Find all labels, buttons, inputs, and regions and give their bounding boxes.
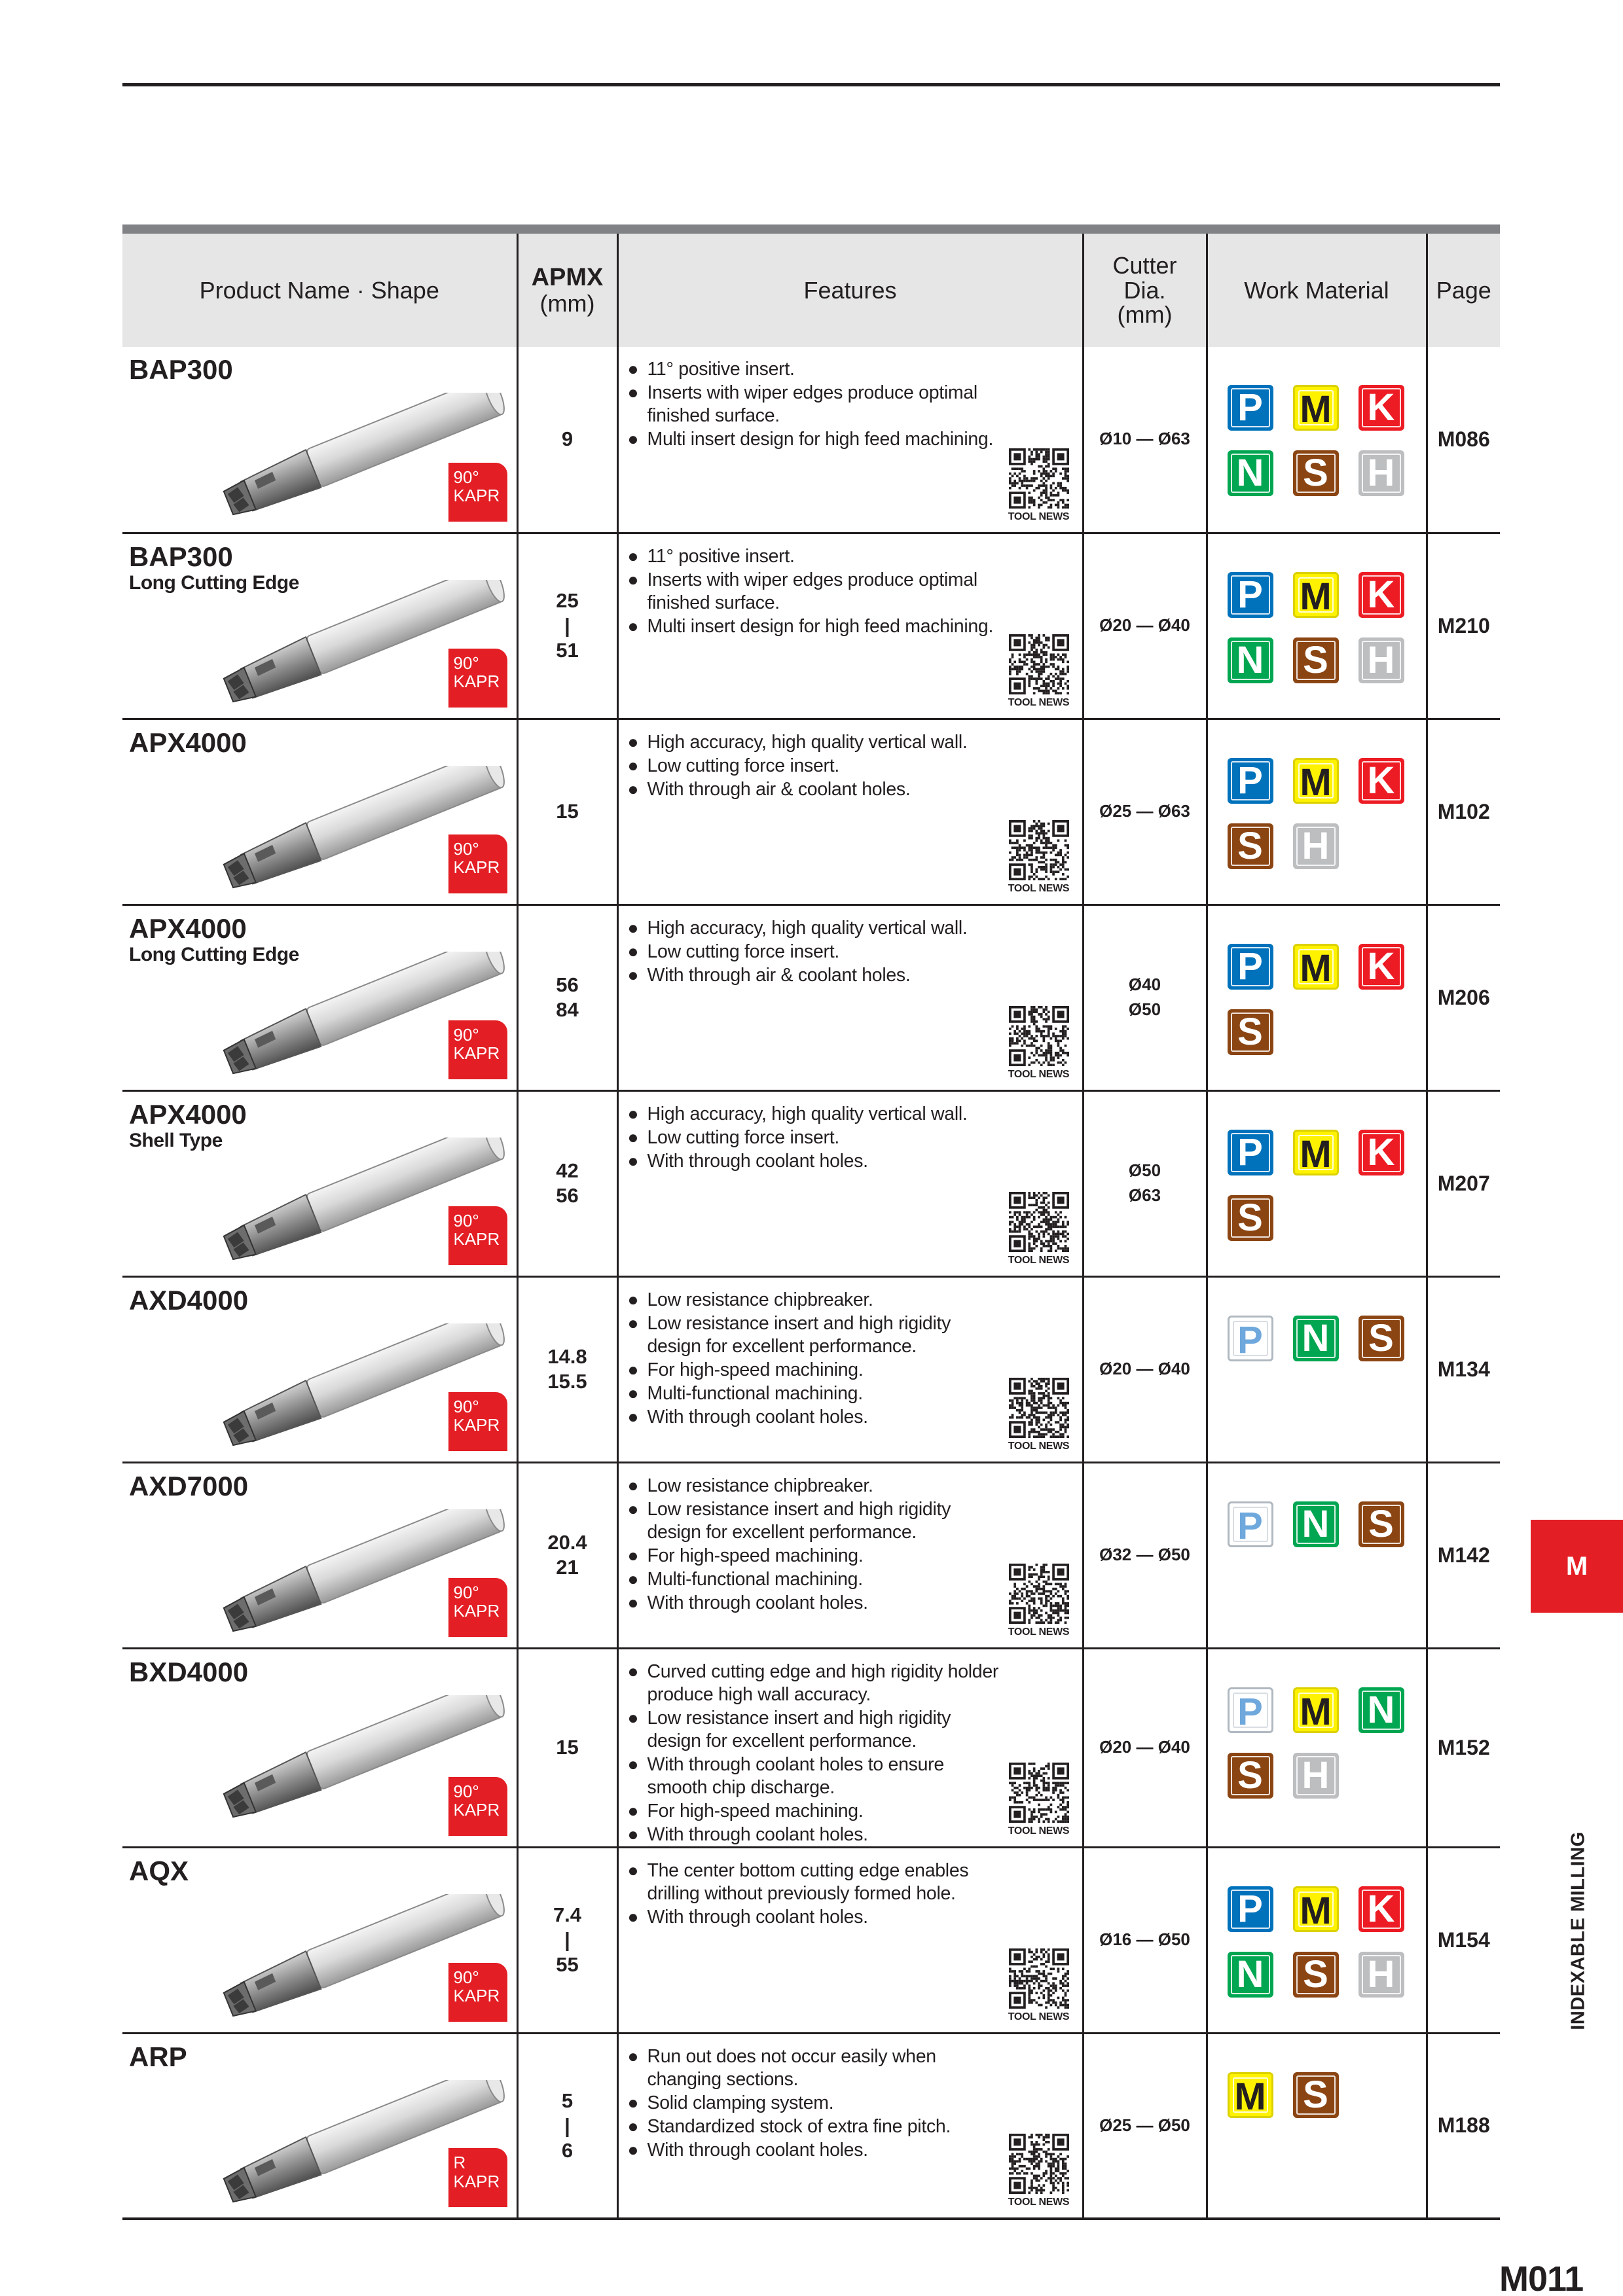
feature-item: ● With through coolant holes. <box>628 1149 1008 1173</box>
feature-item: ● Multi insert design for high feed machining. <box>628 427 1008 451</box>
kapr-angle: 90° <box>453 1024 479 1045</box>
material-grid <box>1228 1848 1426 1998</box>
feature-item: ● Inserts with wiper edges produce optimal finished surface. <box>628 568 1008 615</box>
tool-news-qr[interactable] <box>1008 1763 1070 1837</box>
work-material-cell <box>1207 1090 1427 1276</box>
kapr-label: KAPR <box>453 1229 500 1249</box>
material-n-icon: N <box>1293 1316 1339 1361</box>
material-n-icon: N <box>1228 637 1273 683</box>
product-subtitle: Long Cutting Edge <box>129 571 299 594</box>
feature-item: ● With through air & coolant holes. <box>628 963 1008 987</box>
material-s-icon: S <box>1293 637 1339 683</box>
cutter-dia-cell <box>1083 2033 1207 2219</box>
apmx-value: 14.8 <box>547 1345 587 1369</box>
material-h-icon: H <box>1359 1952 1404 1998</box>
apmx-value: 84 <box>556 998 579 1021</box>
material-s-icon: S <box>1228 1009 1273 1055</box>
header-features: Features <box>617 229 1083 347</box>
work-material-cell <box>1207 533 1427 719</box>
kapr-label: KAPR <box>453 2171 500 2191</box>
material-m-icon: M <box>1293 1886 1339 1932</box>
apmx-value: 42 <box>556 1159 579 1183</box>
material-k-icon: K <box>1359 385 1404 431</box>
material-n-icon: N <box>1359 1687 1404 1733</box>
product-name: AQX <box>129 1855 189 1886</box>
feature-item: ● For high-speed machining. <box>628 1358 1008 1382</box>
kapr-angle: 90° <box>453 1582 479 1602</box>
material-m-icon: M <box>1293 758 1339 804</box>
material-grid <box>1228 2034 1426 2118</box>
product-cell <box>122 2033 517 2219</box>
features-cell <box>617 2033 1083 2219</box>
feature-list <box>628 347 1008 451</box>
work-material-cell <box>1207 1648 1427 1847</box>
cutter-dia-cell <box>1083 905 1207 1090</box>
material-p-icon: P <box>1228 944 1273 990</box>
qr-code-icon[interactable] <box>1009 2134 1069 2194</box>
material-m-icon: M <box>1293 944 1339 990</box>
material-p-icon: P <box>1228 1501 1273 1547</box>
kapr-badge <box>448 1392 507 1451</box>
material-n-icon: N <box>1228 1952 1273 1998</box>
work-material-cell <box>1207 905 1427 1090</box>
qr-code-icon[interactable] <box>1009 1564 1069 1624</box>
table-row <box>122 1648 1500 1847</box>
tool-news-qr[interactable] <box>1008 820 1070 895</box>
features-cell <box>617 1276 1083 1462</box>
material-p-icon: P <box>1228 758 1273 804</box>
tool-news-label: TOOL NEWS <box>1008 2011 1070 2022</box>
kapr-badge <box>448 1020 507 1079</box>
feature-item: ● High accuracy, high quality vertical wall. <box>628 1102 1008 1126</box>
apmx-value: 25 <box>556 589 579 613</box>
qr-code-icon[interactable] <box>1009 1763 1069 1823</box>
material-grid <box>1228 1278 1426 1361</box>
kapr-label: KAPR <box>453 1415 500 1435</box>
product-cell <box>122 1090 517 1276</box>
apmx-cell <box>517 347 617 533</box>
material-k-icon: K <box>1359 1130 1404 1175</box>
material-p-icon: P <box>1228 1886 1273 1932</box>
feature-item: ● Run out does not occur easily when changing sections. <box>628 2045 1008 2091</box>
feature-item: ● Multi-functional machining. <box>628 1382 1008 1405</box>
feature-list <box>628 2034 1008 2162</box>
product-name: AXD4000 <box>129 1284 249 1316</box>
tool-news-label: TOOL NEWS <box>1008 696 1070 708</box>
product-subtitle: Shell Type <box>129 1129 223 1151</box>
page-number: M011 <box>1499 2259 1584 2296</box>
kapr-angle: 90° <box>453 1781 479 1801</box>
cutter-dia-value: Ø16 — Ø50 <box>1099 1929 1190 1950</box>
page-ref-cell <box>1427 1847 1500 2033</box>
kapr-angle: 90° <box>453 1396 479 1416</box>
feature-list <box>628 1092 1008 1173</box>
material-grid <box>1228 1092 1426 1241</box>
cutter-dia-value: Ø32 — Ø50 <box>1099 1545 1190 1565</box>
features-cell <box>617 533 1083 719</box>
section-label: INDEXABLE MILLING <box>1567 1831 1589 2030</box>
kapr-badge <box>448 834 507 893</box>
cutter-dia-cell <box>1083 1648 1207 1847</box>
table-row <box>122 2033 1500 2219</box>
feature-list <box>628 1848 1008 1929</box>
feature-item: ● Standardized stock of extra fine pitch. <box>628 2115 1008 2138</box>
page-reference: M152 <box>1437 1735 1490 1759</box>
material-s-icon: S <box>1228 1195 1273 1241</box>
table-row <box>122 905 1500 1090</box>
apmx-cell <box>517 533 617 719</box>
product-cell <box>122 347 517 533</box>
product-cell <box>122 1276 517 1462</box>
kapr-label: KAPR <box>453 1043 500 1064</box>
apmx-cell <box>517 905 617 1090</box>
tool-news-qr[interactable] <box>1008 2134 1070 2208</box>
page-ref-cell <box>1427 1276 1500 1462</box>
table-row <box>122 1276 1500 1462</box>
material-k-icon: K <box>1359 944 1404 990</box>
header-product: Product Name · Shape <box>122 229 517 347</box>
cutter-dia-cell <box>1083 347 1207 533</box>
table-row <box>122 1847 1500 2033</box>
table-row <box>122 533 1500 719</box>
kapr-badge <box>448 463 507 522</box>
work-material-cell <box>1207 2033 1427 2219</box>
product-cell <box>122 905 517 1090</box>
tool-news-label: TOOL NEWS <box>1008 1626 1070 1638</box>
apmx-value: 15.5 <box>547 1370 587 1393</box>
product-name: APX4000 <box>129 912 247 944</box>
page-reference: M134 <box>1437 1357 1490 1381</box>
kapr-badge <box>448 2148 507 2207</box>
section-tab[interactable]: M <box>1531 1520 1623 1613</box>
feature-item: ● Multi-functional machining. <box>628 1568 1008 1591</box>
page-reference: M086 <box>1437 427 1490 451</box>
material-p-icon: P <box>1228 385 1273 431</box>
page-reference: M142 <box>1437 1543 1490 1567</box>
material-k-icon: K <box>1359 1886 1404 1932</box>
cutter-dia-value: Ø40 <box>1128 975 1161 995</box>
apmx-cell <box>517 1462 617 1648</box>
material-m-icon: M <box>1293 1687 1339 1733</box>
top-rule <box>122 83 1500 86</box>
page-reference: M102 <box>1437 799 1490 823</box>
tool-news-label: TOOL NEWS <box>1008 1068 1070 1080</box>
feature-item: ● Low resistance chipbreaker. <box>628 1474 1008 1498</box>
material-s-icon: S <box>1293 450 1339 496</box>
material-p-icon: P <box>1228 1316 1273 1361</box>
qr-code-icon[interactable] <box>1009 634 1069 694</box>
work-material-cell <box>1207 347 1427 533</box>
page-reference: M207 <box>1437 1171 1490 1195</box>
material-p-icon: P <box>1228 1130 1273 1175</box>
feature-item: ● With through coolant holes to ensure smooth chip discharge. <box>628 1753 1008 1799</box>
header-page: Page <box>1427 229 1500 347</box>
apmx-value: 56 <box>556 1184 579 1207</box>
feature-item: ● Low cutting force insert. <box>628 754 1008 778</box>
page-ref-cell <box>1427 2033 1500 2219</box>
kapr-angle: 90° <box>453 838 479 859</box>
feature-item: ● Low cutting force insert. <box>628 940 1008 963</box>
feature-item: ● High accuracy, high quality vertical wall. <box>628 916 1008 940</box>
feature-item: ● Low resistance insert and high rigidity design for excellent performance. <box>628 1706 1008 1753</box>
kapr-angle: 90° <box>453 467 479 487</box>
tool-news-qr[interactable] <box>1008 1564 1070 1638</box>
apmx-value: 15 <box>556 1736 579 1759</box>
feature-item: ● For high-speed machining. <box>628 1544 1008 1568</box>
kapr-angle: 90° <box>453 1967 479 1987</box>
table-row <box>122 1462 1500 1648</box>
cutter-dia-value: Ø20 — Ø40 <box>1099 1737 1190 1757</box>
apmx-cell <box>517 1090 617 1276</box>
product-name: APX4000 <box>129 726 247 758</box>
kapr-badge <box>448 649 507 708</box>
features-cell <box>617 905 1083 1090</box>
apmx-cell <box>517 719 617 905</box>
feature-item: ● With through air & coolant holes. <box>628 778 1008 801</box>
product-name: BAP300 <box>129 541 233 572</box>
qr-code-icon[interactable] <box>1009 1378 1069 1438</box>
tool-news-label: TOOL NEWS <box>1008 1254 1070 1266</box>
material-m-icon: M <box>1228 2072 1273 2118</box>
qr-code-icon[interactable] <box>1009 820 1069 880</box>
header-apmx: APMX (mm) <box>517 229 617 347</box>
feature-list <box>628 534 1008 638</box>
table-row <box>122 719 1500 905</box>
feature-item: ● Low resistance chipbreaker. <box>628 1288 1008 1312</box>
feature-item: ● For high-speed machining. <box>628 1799 1008 1823</box>
cutter-dia-cell <box>1083 719 1207 905</box>
feature-item: ● With through coolant holes. <box>628 1905 1008 1929</box>
kapr-badge <box>448 1206 507 1265</box>
qr-code-icon[interactable] <box>1009 1192 1069 1252</box>
cutter-dia-cell <box>1083 1090 1207 1276</box>
material-grid <box>1228 1463 1426 1547</box>
features-cell <box>617 1462 1083 1648</box>
apmx-value: | <box>564 2113 570 2137</box>
material-grid <box>1228 347 1426 496</box>
tool-news-label: TOOL NEWS <box>1008 882 1070 894</box>
cutter-dia-value: Ø63 <box>1128 1185 1161 1205</box>
features-cell <box>617 347 1083 533</box>
work-material-cell <box>1207 719 1427 905</box>
table-row <box>122 1090 1500 1276</box>
cutter-dia-value: Ø10 — Ø63 <box>1099 429 1190 449</box>
feature-item: ● Low resistance insert and high rigidity design for excellent performance. <box>628 1498 1008 1544</box>
material-k-icon: K <box>1359 572 1404 618</box>
tool-news-label: TOOL NEWS <box>1008 2197 1070 2208</box>
feature-list <box>628 1463 1008 1615</box>
feature-list <box>628 1649 1008 1846</box>
feature-item: ● 11° positive insert. <box>628 357 1008 381</box>
page-ref-cell <box>1427 905 1500 1090</box>
material-h-icon: H <box>1293 1753 1339 1799</box>
feature-list <box>628 720 1008 801</box>
cutter-dia-cell <box>1083 1847 1207 2033</box>
material-h-icon: H <box>1359 637 1404 683</box>
kapr-label: KAPR <box>453 672 500 692</box>
work-material-cell <box>1207 1847 1427 2033</box>
product-cell <box>122 1648 517 1847</box>
product-cell <box>122 719 517 905</box>
cutter-dia-value: Ø25 — Ø63 <box>1099 801 1190 821</box>
tool-news-qr[interactable] <box>1008 1006 1070 1081</box>
kapr-label: KAPR <box>453 1601 500 1621</box>
cutter-dia-cell <box>1083 1276 1207 1462</box>
cutter-dia-cell <box>1083 533 1207 719</box>
page-ref-cell <box>1427 1462 1500 1648</box>
page-ref-cell <box>1427 347 1500 533</box>
product-name: BXD4000 <box>129 1656 249 1687</box>
apmx-cell <box>517 2033 617 2219</box>
material-p-icon: P <box>1228 572 1273 618</box>
product-cell <box>122 1462 517 1648</box>
apmx-value: 9 <box>561 427 574 451</box>
kapr-angle: 90° <box>453 653 479 673</box>
apmx-value: | <box>564 614 570 637</box>
qr-code-icon[interactable] <box>1009 1948 1069 2009</box>
product-name: APX4000 <box>129 1098 247 1130</box>
tool-news-qr[interactable] <box>1008 1378 1070 1452</box>
apmx-cell <box>517 1648 617 1847</box>
product-name: ARP <box>129 2041 187 2072</box>
feature-item: ● Low cutting force insert. <box>628 1126 1008 1149</box>
cutter-dia-value: Ø50 <box>1128 1160 1161 1181</box>
page-ref-cell <box>1427 719 1500 905</box>
feature-item: ● High accuracy, high quality vertical wall. <box>628 730 1008 754</box>
apmx-value: 56 <box>556 973 579 997</box>
page-ref-cell <box>1427 1090 1500 1276</box>
material-s-icon: S <box>1293 2072 1339 2118</box>
apmx-value: 21 <box>556 1556 579 1579</box>
kapr-label: KAPR <box>453 1986 500 2006</box>
tool-news-label: TOOL NEWS <box>1008 1825 1070 1837</box>
feature-item: ● Curved cutting edge and high rigidity holder produce high wall accuracy. <box>628 1660 1008 1706</box>
page-reference: M206 <box>1437 985 1490 1009</box>
kapr-angle: R <box>453 2153 466 2172</box>
tool-news-qr[interactable] <box>1008 1192 1070 1266</box>
features-cell <box>617 1648 1083 1847</box>
material-n-icon: N <box>1228 450 1273 496</box>
apmx-value: 5 <box>561 2089 574 2113</box>
kapr-label: KAPR <box>453 1800 500 1820</box>
material-h-icon: H <box>1359 450 1404 496</box>
material-p-icon: P <box>1228 1687 1273 1733</box>
work-material-cell <box>1207 1276 1427 1462</box>
apmx-value: 15 <box>556 800 579 823</box>
features-cell <box>617 1847 1083 2033</box>
apmx-value: | <box>564 1928 570 1952</box>
material-n-icon: N <box>1293 1501 1339 1547</box>
material-m-icon: M <box>1293 1130 1339 1175</box>
page-ref-cell <box>1427 1648 1500 1847</box>
feature-item: ● Solid clamping system. <box>628 2091 1008 2115</box>
header-work-material: Work Material <box>1207 229 1427 347</box>
apmx-value: 6 <box>561 2138 574 2162</box>
apmx-value: 55 <box>556 1952 579 1976</box>
feature-item: ● Low resistance insert and high rigidity design for excellent performance. <box>628 1312 1008 1358</box>
cutter-dia-value: Ø20 — Ø40 <box>1099 1359 1190 1379</box>
features-cell <box>617 719 1083 905</box>
material-s-icon: S <box>1228 1753 1273 1799</box>
cutter-dia-value: Ø50 <box>1128 999 1161 1019</box>
material-grid <box>1228 720 1426 869</box>
tool-news-qr[interactable] <box>1008 634 1070 709</box>
material-k-icon: K <box>1359 758 1404 804</box>
feature-item: ● Multi insert design for high feed machining. <box>628 615 1008 638</box>
qr-code-icon[interactable] <box>1009 1006 1069 1066</box>
feature-item: ● With through coolant holes. <box>628 1591 1008 1615</box>
kapr-badge <box>448 1578 507 1637</box>
kapr-angle: 90° <box>453 1210 479 1230</box>
feature-item: ● With through coolant holes. <box>628 2138 1008 2162</box>
material-grid <box>1228 1649 1426 1799</box>
material-s-icon: S <box>1228 823 1273 869</box>
tool-news-qr[interactable] <box>1008 1948 1070 2023</box>
feature-list <box>628 906 1008 987</box>
material-grid <box>1228 906 1426 1055</box>
product-name: AXD7000 <box>129 1470 249 1501</box>
tool-news-label: TOOL NEWS <box>1008 511 1070 522</box>
page-reference: M210 <box>1437 613 1490 637</box>
page-reference: M154 <box>1437 1928 1490 1952</box>
cutter-dia-value: Ø25 — Ø50 <box>1099 2115 1190 2135</box>
qr-code-icon[interactable] <box>1009 448 1069 509</box>
tool-news-label: TOOL NEWS <box>1008 1440 1070 1452</box>
product-name: BAP300 <box>129 354 233 385</box>
material-s-icon: S <box>1359 1316 1404 1361</box>
apmx-value: 20.4 <box>547 1531 587 1554</box>
apmx-cell <box>517 1276 617 1462</box>
page-reference: M188 <box>1437 2113 1490 2138</box>
material-m-icon: M <box>1293 385 1339 431</box>
tool-news-qr[interactable] <box>1008 448 1070 523</box>
material-s-icon: S <box>1359 1501 1404 1547</box>
kapr-badge <box>448 1963 507 2022</box>
feature-item: ● Inserts with wiper edges produce optimal finished surface. <box>628 381 1008 427</box>
feature-item: ● With through coolant holes. <box>628 1405 1008 1429</box>
apmx-cell <box>517 1847 617 2033</box>
product-cell <box>122 1847 517 2033</box>
features-cell <box>617 1090 1083 1276</box>
kapr-badge <box>448 1777 507 1836</box>
product-cell <box>122 533 517 719</box>
product-subtitle: Long Cutting Edge <box>129 943 299 965</box>
table-row <box>122 347 1500 533</box>
material-grid <box>1228 534 1426 683</box>
kapr-label: KAPR <box>453 857 500 878</box>
feature-item: ● The center bottom cutting edge enables drilling without previously formed hole. <box>628 1859 1008 1905</box>
product-table <box>122 224 1500 2220</box>
feature-list <box>628 1278 1008 1429</box>
feature-item: ● 11° positive insert. <box>628 545 1008 568</box>
page-ref-cell <box>1427 533 1500 719</box>
header-cutter-dia: Cutter Dia. (mm) <box>1083 229 1207 347</box>
material-h-icon: H <box>1293 823 1339 869</box>
feature-item: ● With through coolant holes. <box>628 1823 1008 1846</box>
apmx-value: 7.4 <box>553 1903 582 1927</box>
cutter-dia-cell <box>1083 1462 1207 1648</box>
apmx-value: 51 <box>556 638 579 662</box>
material-m-icon: M <box>1293 572 1339 618</box>
table-header-row <box>122 229 1500 347</box>
work-material-cell <box>1207 1462 1427 1648</box>
kapr-label: KAPR <box>453 486 500 506</box>
material-s-icon: S <box>1293 1952 1339 1998</box>
cutter-dia-value: Ø20 — Ø40 <box>1099 615 1190 636</box>
